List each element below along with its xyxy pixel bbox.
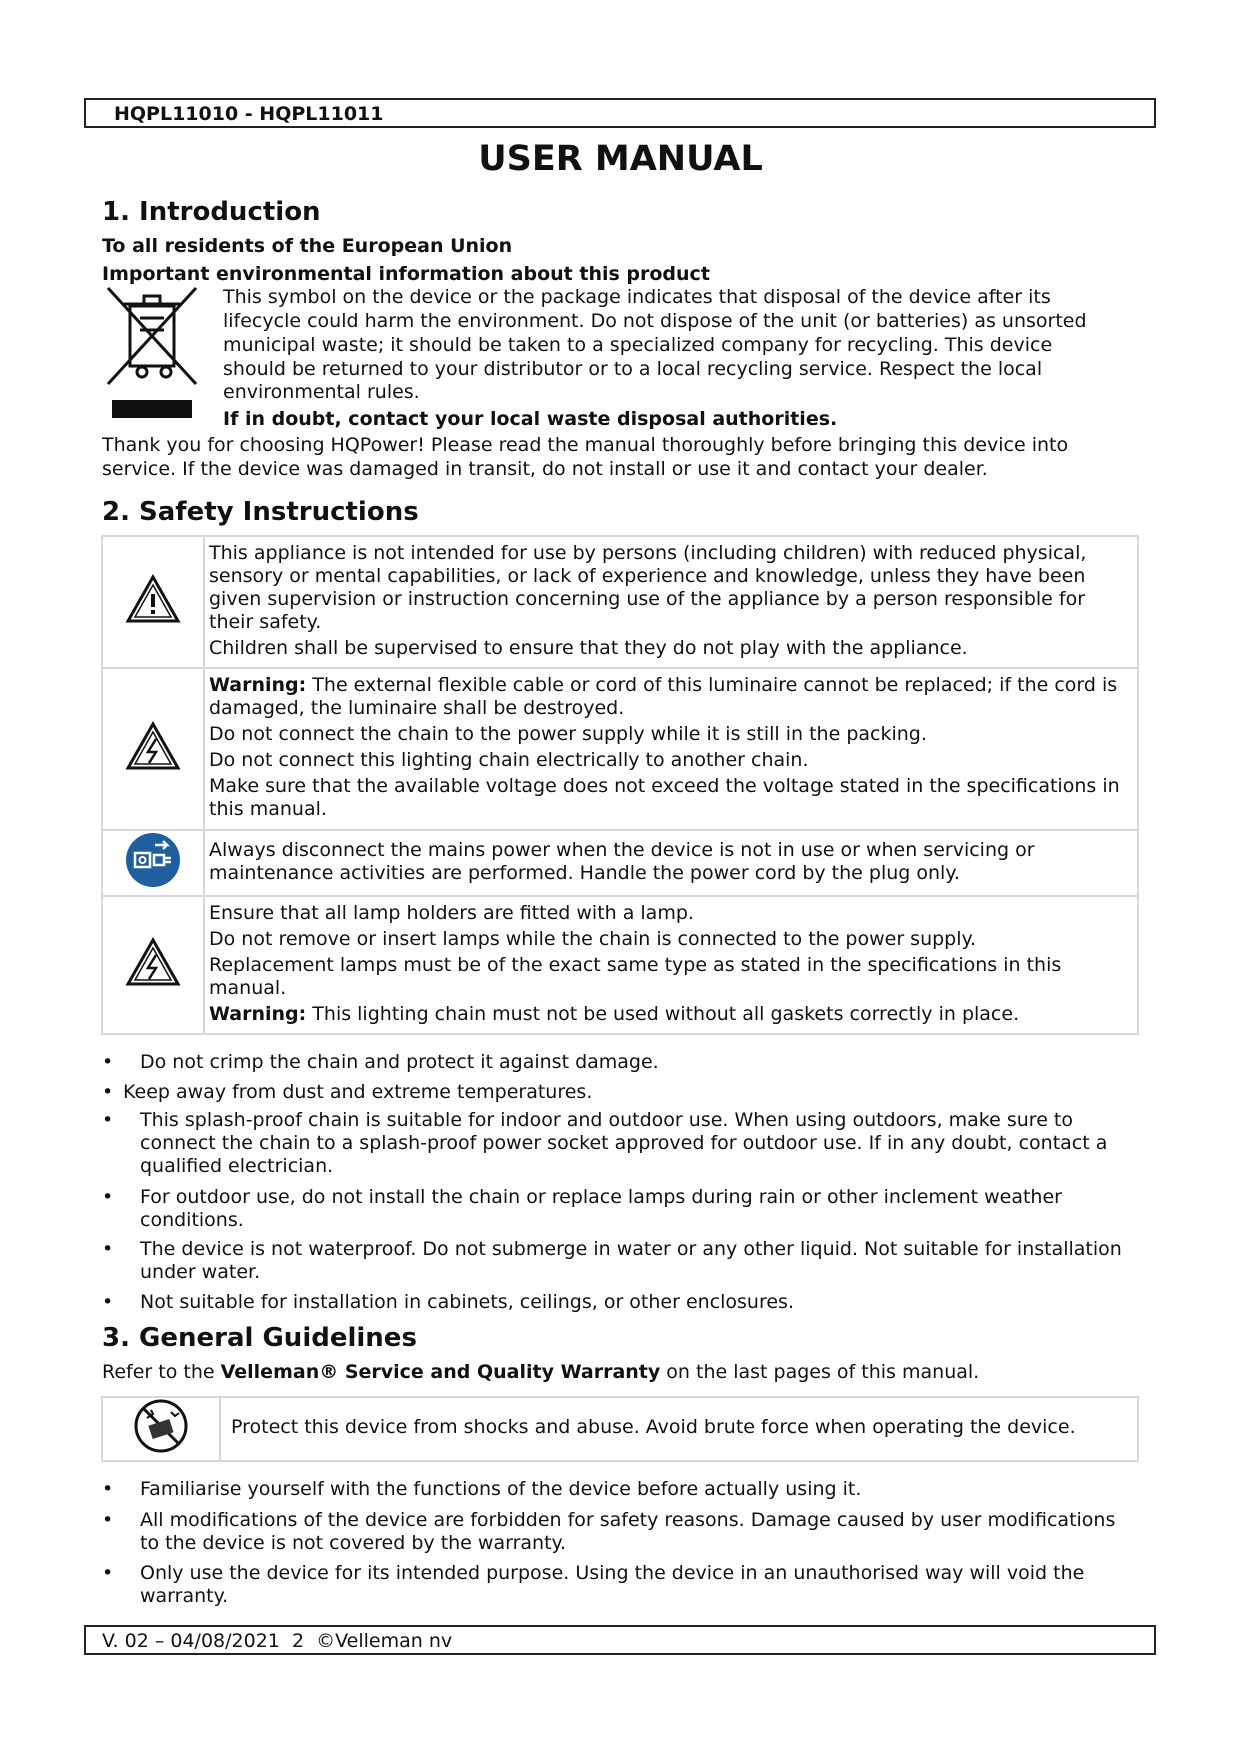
safety-text-cell: [204, 830, 1138, 896]
warranty-reference: Refer to the Velleman® Service and Quality Warranty on the last pages of this manual.: [102, 1361, 980, 1383]
safety-icon-cell: [102, 536, 204, 668]
list-item: • Only use the device for its intended purpose. Using the device in an unauthorised way will void the warranty.: [102, 1562, 1085, 1607]
safety-icon-cell: [102, 830, 204, 896]
safety-heading: 2. Safety Instructions: [102, 497, 419, 527]
safety-row3-para: Always disconnect the mains power when the device is not in use or when servicing or maintenance activities are performed. Handle the power cord by the plug only.: [209, 838, 1035, 884]
protect-table: [101, 1396, 1139, 1462]
list-item: • Familiarise yourself with the functions of the device before actually using it.: [102, 1478, 862, 1500]
doc-title: USER MANUAL: [478, 139, 763, 179]
list-item: • Do not crimp the chain and protect it against damage.: [102, 1051, 659, 1073]
warning-label: Warning:: [209, 674, 307, 696]
protect-text-cell: [220, 1397, 1138, 1461]
intro-heading: 1. Introduction: [102, 197, 321, 227]
electric-hazard-icon: [125, 970, 181, 992]
thanks-line-1: Thank you for choosing HQPower! Please read the manual thoroughly before bringing this device into: [102, 434, 1069, 456]
list-item: • The device is not waterproof. Do not submerge in water or any other liquid. Not suitable for installation under water.: [102, 1238, 1122, 1283]
safety-icon-cell: [102, 896, 204, 1034]
safety-row1-para2: Children shall be supervised to ensure that they do not play with the appliance.: [209, 636, 968, 659]
safety-row4-para3: Replacement lamps must be of the exact same type as stated in the specifications in this manual.: [209, 953, 1062, 999]
safety-row: [102, 536, 1138, 668]
model-numbers: HQPL11010 - HQPL11011: [114, 103, 384, 125]
env-line-1: This symbol on the device or the package indicates that disposal of the device after its: [223, 286, 1051, 308]
safety-text-cell: [204, 896, 1138, 1034]
safety-row4-para2: Do not remove or insert lamps while the chain is connected to the power supply.: [209, 927, 977, 950]
safety-row4-para1: Ensure that all lamp holders are fitted with a lamp.: [209, 901, 694, 924]
warning-triangle-icon: [125, 607, 181, 629]
safety-text-cell: [204, 536, 1138, 668]
env-line-2: lifecycle could harm the environment. Do not dispose of the unit (or batteries) as unsorted: [223, 310, 1087, 332]
safety-row2-para1: Do not connect the chain to the power supply while it is still in the packing.: [209, 723, 927, 745]
footer-box: [84, 1625, 1156, 1655]
safety-table: [101, 535, 1139, 1035]
safety-icon-cell: [102, 668, 204, 830]
version-footer: V. 02 – 04/08/2021 2 ©Velleman nv: [102, 1630, 453, 1652]
safety-row1-para1: This appliance is not intended for use by persons (including children) with reduced physical, sensory or mental capabilities, or lack of experience and knowledge, unless they have been given supervision or instruction concerning use of the appliance by a person responsible for their safety.: [209, 541, 1087, 633]
protect-icon-cell: [102, 1397, 220, 1461]
no-shock-icon: [133, 1437, 189, 1459]
doubt-line: If in doubt, contact your local waste disposal authorities.: [223, 408, 838, 430]
safety-text-cell: [204, 668, 1138, 830]
header-box: [84, 98, 1156, 128]
safety-row2-para2: Do not connect this lighting chain electrically to another chain.: [209, 749, 809, 771]
gasket-warning-text: This lighting chain must not be used without all gaskets correctly in place.: [306, 1002, 1020, 1025]
cord-warning-text: The external flexible cable or cord of this luminaire cannot be replaced; if the cord is damaged, the luminaire shall be destroyed.: [209, 674, 1118, 719]
list-item: • All modifications of the device are forbidden for safety reasons. Damage caused by user modifications to the device is not covered by the warranty.: [102, 1509, 1116, 1554]
protect-text: Protect this device from shocks and abuse. Avoid brute force when operating the device.: [231, 1416, 1076, 1438]
list-item: • Not suitable for installation in cabinets, ceilings, or other enclosures.: [102, 1291, 794, 1313]
safety-row: [102, 896, 1138, 1034]
list-item: • Keep away from dust and extreme temperatures.: [102, 1081, 593, 1103]
env-line-5: environmental rules.: [223, 381, 420, 403]
safety-row2-para3: Make sure that the available voltage does not exceed the voltage stated in the specifications in this manual.: [209, 775, 1120, 820]
env-line-4: should be returned to your distributor or to a local recycling service. Respect the local: [223, 358, 1043, 380]
weee-bin-icon: [104, 284, 200, 424]
env-line-3: municipal waste; it should be taken to a specialized company for recycling. This device: [223, 334, 1053, 356]
thanks-line-2: service. If the device was damaged in transit, do not install or use it and contact your dealer.: [102, 458, 988, 480]
protect-row: [102, 1397, 1138, 1461]
safety-row: [102, 668, 1138, 830]
list-item: • For outdoor use, do not install the chain or replace lamps during rain or other inclement weather conditions.: [102, 1186, 1062, 1231]
safety-row: [102, 830, 1138, 896]
warranty-name: Velleman® Service and Quality Warranty: [220, 1361, 661, 1383]
electric-hazard-icon: [125, 754, 181, 776]
list-item: • This splash-proof chain is suitable for indoor and outdoor use. When using outdoors, make sure to connect the chain to a splash-proof power socket approved for outdoor use. If in any doubt, contact a qualified electrician.: [102, 1109, 1108, 1177]
disconnect-mains-icon: [125, 871, 181, 893]
env-info-subheading: Important environmental information about this product: [102, 263, 710, 285]
guidelines-heading: 3. General Guidelines: [102, 1323, 417, 1353]
warning-label: Warning:: [209, 1002, 307, 1025]
eu-residents-subheading: To all residents of the European Union: [102, 235, 513, 257]
